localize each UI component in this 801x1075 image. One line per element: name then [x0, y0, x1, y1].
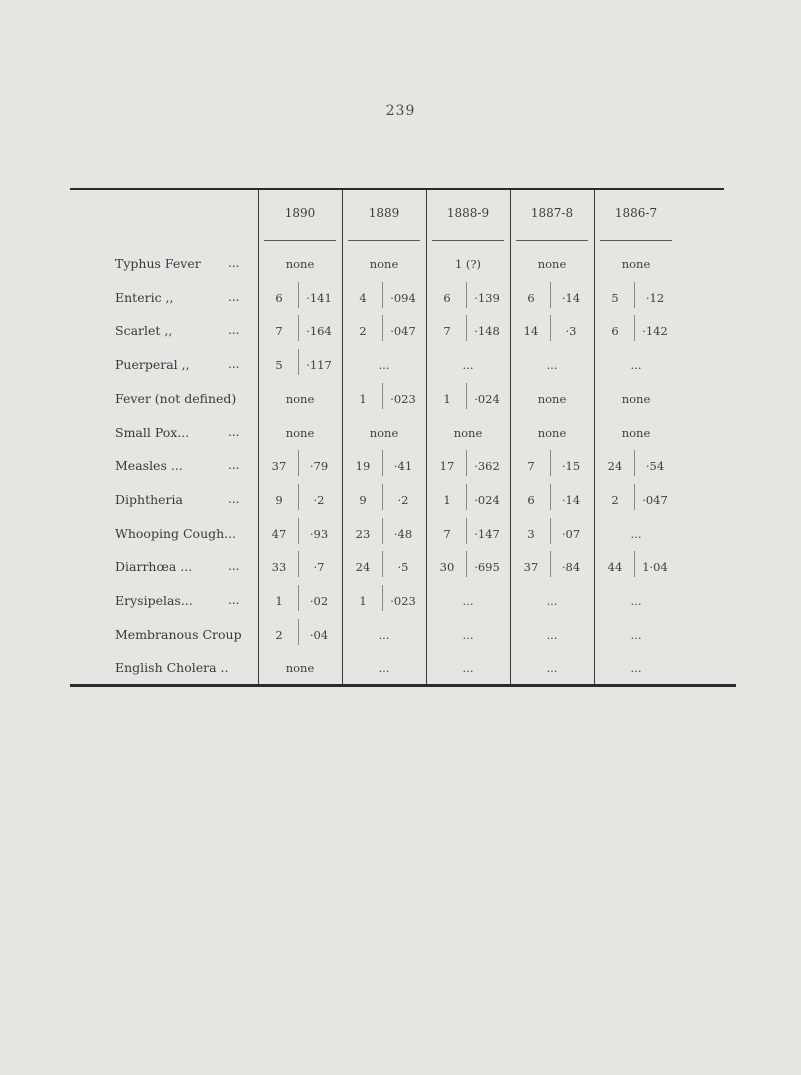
- row-label: Scarlet ,,: [115, 323, 173, 339]
- cell-subdivider: [466, 518, 467, 544]
- row-leader-dots: ...: [228, 458, 240, 473]
- table-cell: ...: [462, 661, 474, 676]
- cell-subdivider: [550, 315, 551, 341]
- table-cell: none: [621, 257, 651, 271]
- row-leader-dots: ...: [228, 424, 240, 439]
- cell-rate: ·047: [390, 324, 416, 339]
- cell-subdivider: [466, 450, 467, 476]
- cell-count: 2: [611, 492, 619, 507]
- cell-subdivider: [298, 349, 299, 375]
- cell-count: 44: [607, 560, 623, 575]
- cell-rate: ·93: [309, 526, 329, 541]
- cell-subdivider: [298, 315, 299, 341]
- row-label: Erysipelas...: [115, 593, 193, 608]
- row-label: English Cholera ..: [115, 660, 229, 676]
- cell-subdivider: [298, 282, 299, 308]
- row-label: Enteric ,,: [115, 289, 174, 305]
- cell-count: 1: [443, 492, 451, 507]
- cell-count: 6: [443, 290, 451, 305]
- table-cell: none: [537, 425, 567, 440]
- cell-rate: ·41: [393, 459, 413, 474]
- table-cell: none: [285, 661, 315, 676]
- cell-rate: ·84: [561, 560, 581, 575]
- cell-count: 5: [611, 290, 619, 305]
- cell-count: 7: [443, 526, 451, 541]
- column-header-underline: [516, 240, 588, 241]
- cell-rate: ·48: [393, 526, 413, 541]
- column-header-underline: [432, 240, 504, 241]
- cell-count: 37: [271, 459, 287, 474]
- cell-count: 7: [275, 324, 283, 339]
- cell-rate: ·3: [565, 324, 577, 339]
- row-leader-dots: ...: [228, 559, 240, 574]
- table-cell: none: [537, 391, 567, 406]
- cell-rate: ·147: [474, 526, 500, 541]
- cell-count: 9: [275, 492, 283, 507]
- row-label: Whooping Cough...: [115, 525, 237, 541]
- table-cell: none: [285, 257, 315, 271]
- cell-count: 3: [527, 526, 535, 541]
- cell-subdivider: [298, 484, 299, 510]
- cell-count: 47: [271, 526, 287, 541]
- table-cell: ...: [546, 358, 558, 373]
- cell-count: 24: [607, 459, 623, 474]
- cell-rate: ·2: [313, 492, 325, 507]
- cell-count: 23: [355, 526, 371, 541]
- cell-rate: ·117: [306, 358, 332, 373]
- table-cell: ...: [630, 661, 642, 676]
- cell-count: 6: [275, 290, 283, 305]
- cell-rate: ·7: [313, 560, 325, 575]
- row-leader-dots: ...: [228, 323, 240, 338]
- row-label: Small Pox...: [115, 424, 190, 440]
- cell-rate: ·02: [309, 594, 329, 608]
- cell-subdivider: [550, 518, 551, 544]
- cell-count: 7: [527, 459, 535, 474]
- cell-count: 30: [439, 560, 455, 575]
- table-cell: ...: [462, 594, 474, 608]
- cell-subdivider: [550, 551, 551, 577]
- cell-rate: ·14: [561, 492, 581, 507]
- cell-subdivider: [466, 282, 467, 308]
- cell-subdivider: [634, 450, 635, 476]
- column-header-underline: [600, 240, 672, 241]
- cell-count: 5: [275, 358, 283, 373]
- row-leader-dots: ...: [228, 593, 240, 607]
- table-cell: ...: [546, 661, 558, 676]
- column-header-underline: [264, 240, 336, 241]
- table-cell: ...: [546, 594, 558, 608]
- cell-count: 14: [523, 324, 539, 339]
- cell-rate: ·142: [642, 324, 668, 339]
- table-cell: none: [285, 425, 315, 440]
- cell-subdivider: [550, 484, 551, 510]
- cell-rate: ·04: [309, 627, 329, 642]
- cell-count: 1: [359, 594, 367, 608]
- table-cell: ...: [630, 594, 642, 608]
- cell-rate: ·14: [561, 290, 581, 305]
- table-cell: none: [621, 425, 651, 440]
- cell-count: 2: [275, 627, 283, 642]
- table-cell: none: [369, 257, 399, 271]
- table-bottom-rule: [70, 684, 736, 687]
- table-cell: none: [453, 425, 483, 440]
- cell-subdivider: [382, 518, 383, 544]
- cell-rate: ·139: [474, 290, 500, 305]
- cell-rate: 1·04: [642, 560, 668, 575]
- cell-rate: ·023: [390, 391, 416, 406]
- row-label: Puerperal ,,: [115, 357, 190, 373]
- cell-rate: ·024: [474, 391, 500, 406]
- row-label: Fever (not defined): [115, 390, 237, 406]
- cell-rate: ·164: [306, 324, 332, 339]
- cell-rate: ·12: [645, 290, 665, 305]
- cell-rate: ·047: [642, 492, 668, 507]
- cell-subdivider: [382, 450, 383, 476]
- cell-rate: ·023: [390, 594, 416, 608]
- cell-count: 33: [271, 560, 287, 575]
- table-cell: ...: [378, 661, 390, 676]
- cell-subdivider: [298, 450, 299, 476]
- page-number: 239: [385, 103, 416, 119]
- cell-rate: ·5: [397, 560, 409, 575]
- table-cell: ...: [630, 627, 642, 642]
- cell-subdivider: [634, 315, 635, 341]
- cell-rate: ·07: [561, 526, 581, 541]
- table-cell: ...: [378, 358, 390, 373]
- cell-count: 37: [523, 560, 539, 575]
- table-cell: ...: [378, 627, 390, 642]
- cell-subdivider: [466, 315, 467, 341]
- row-label: Typhus Fever: [115, 256, 201, 271]
- column-header: 1890: [284, 206, 316, 220]
- cell-subdivider: [382, 383, 383, 409]
- cell-count: 1: [275, 594, 283, 608]
- table-cell: none: [285, 391, 315, 406]
- cell-subdivider: [466, 383, 467, 409]
- table-cell: ...: [462, 358, 474, 373]
- cell-count: 2: [359, 324, 367, 339]
- cell-rate: ·362: [474, 459, 500, 474]
- cell-subdivider: [634, 484, 635, 510]
- table-cell: none: [621, 391, 651, 406]
- cell-count: 7: [443, 324, 451, 339]
- table-cell: none: [537, 257, 567, 271]
- column-header: 1887-8: [530, 206, 574, 220]
- table-cell: ...: [630, 526, 642, 541]
- cell-count: 17: [439, 459, 455, 474]
- cell-subdivider: [382, 585, 383, 611]
- cell-count: 6: [527, 492, 535, 507]
- cell-subdivider: [634, 282, 635, 308]
- cell-count: 24: [355, 560, 371, 575]
- table-top-rule: [70, 188, 724, 190]
- cell-rate: ·141: [306, 290, 332, 305]
- cell-subdivider: [382, 484, 383, 510]
- cell-subdivider: [382, 551, 383, 577]
- cell-count: 4: [359, 290, 367, 305]
- cell-count: 6: [527, 290, 535, 305]
- row-label: Diphtheria: [115, 491, 183, 507]
- cell-subdivider: [550, 282, 551, 308]
- cell-count: 1: [359, 391, 367, 406]
- cell-rate: ·79: [309, 459, 329, 474]
- row-leader-dots: ...: [228, 289, 240, 304]
- cell-rate: ·024: [474, 492, 500, 507]
- table-cell: ...: [462, 627, 474, 642]
- cell-count: 1: [443, 391, 451, 406]
- cell-rate: ·54: [645, 459, 665, 474]
- row-label: Membranous Croup: [115, 626, 242, 642]
- table-cell: ...: [630, 358, 642, 373]
- cell-subdivider: [298, 619, 299, 645]
- cell-subdivider: [298, 551, 299, 577]
- cell-subdivider: [382, 282, 383, 308]
- column-header: 1888-9: [446, 206, 490, 220]
- cell-subdivider: [634, 551, 635, 577]
- cell-rate: ·148: [474, 324, 500, 339]
- cell-subdivider: [550, 450, 551, 476]
- cell-subdivider: [298, 585, 299, 611]
- cell-subdivider: [298, 518, 299, 544]
- column-header-underline: [348, 240, 420, 241]
- cell-subdivider: [466, 551, 467, 577]
- table-cell: ...: [546, 627, 558, 642]
- cell-count: 9: [359, 492, 367, 507]
- row-leader-dots: ...: [228, 357, 240, 372]
- cell-rate: ·094: [390, 290, 416, 305]
- cell-subdivider: [466, 484, 467, 510]
- cell-count: 19: [355, 459, 371, 474]
- cell-rate: ·695: [474, 560, 500, 575]
- cell-subdivider: [382, 315, 383, 341]
- cell-rate: ·2: [397, 492, 409, 507]
- row-label: Measles ...: [115, 458, 183, 474]
- column-header: 1889: [368, 206, 400, 220]
- row-leader-dots: ...: [228, 256, 240, 270]
- column-header: 1886-7: [614, 206, 658, 220]
- cell-rate: ·15: [561, 459, 581, 474]
- row-leader-dots: ...: [228, 491, 240, 506]
- cell-count: 6: [611, 324, 619, 339]
- table-cell: none: [369, 425, 399, 440]
- table-cell: 1 (?): [454, 257, 482, 271]
- row-label: Diarrhœa ...: [115, 559, 193, 575]
